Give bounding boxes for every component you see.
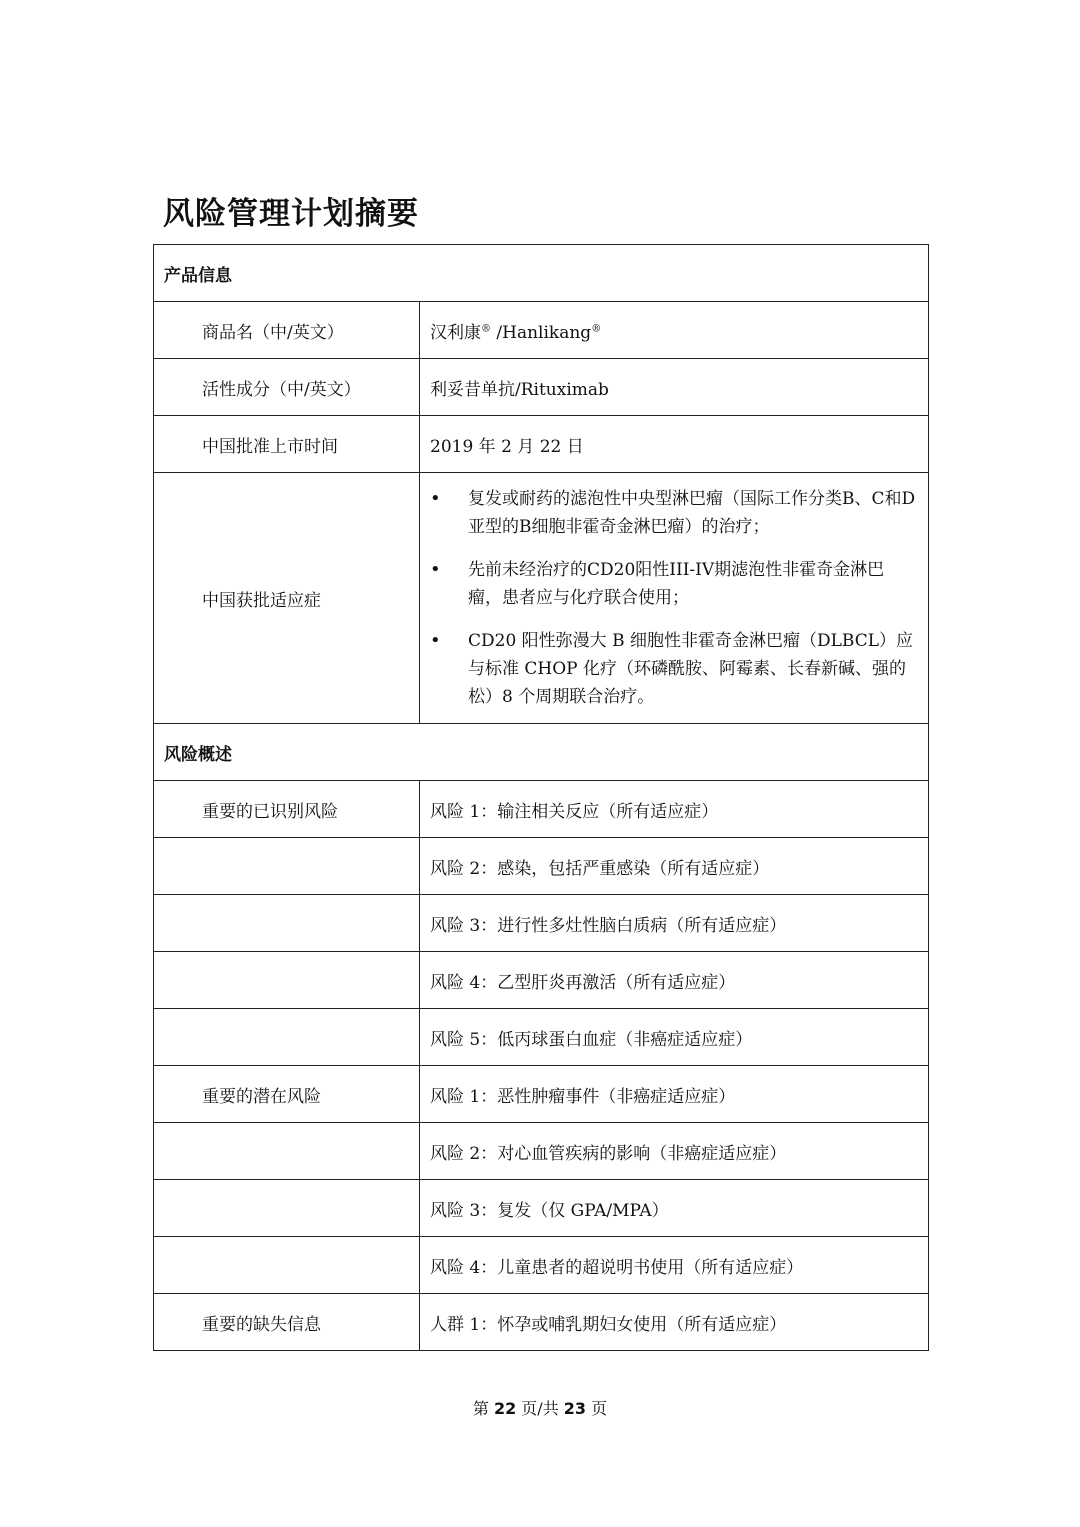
section-heading-product-info: 产品信息 xyxy=(154,245,929,302)
risk-value: 风险 4：儿童患者的超说明书使用（所有适应症） xyxy=(420,1237,929,1294)
table-row xyxy=(154,1009,929,1066)
risk-value: 风险 5：低丙球蛋白血症（非癌症适应症） xyxy=(420,1009,929,1066)
risk-value: 风险 2：感染，包括严重感染（所有适应症） xyxy=(420,838,929,895)
total-page-number: 23 xyxy=(563,1399,587,1418)
empty-label-cell xyxy=(154,1123,420,1180)
page-title: 风险管理计划摘要 xyxy=(163,196,419,232)
list-item: • 先前未经治疗的CD20阳性III-IV期滤泡性非霍奇金淋巴瘤，患者应与化疗联合使用； xyxy=(430,556,918,612)
footer-middle: 页/共 xyxy=(521,1399,559,1418)
table-row xyxy=(154,302,929,359)
missing-info-label: 重要的缺失信息 xyxy=(154,1294,420,1351)
risk-value: 风险 4：乙型肝炎再激活（所有适应症） xyxy=(420,952,929,1009)
empty-label-cell xyxy=(154,1009,420,1066)
active-ingredient-value: 利妥昔单抗/Rituximab xyxy=(420,359,929,416)
approval-date-value: 2019 年 2 月 22 日 xyxy=(420,416,929,473)
risk-value: 风险 1：恶性肿瘤事件（非癌症适应症） xyxy=(420,1066,929,1123)
indications-list xyxy=(430,485,918,711)
empty-label-cell xyxy=(154,1180,420,1237)
active-ingredient-label: 活性成分（中/英文） xyxy=(154,359,420,416)
table-row xyxy=(154,1294,929,1351)
list-item: • 复发或耐药的滤泡性中央型淋巴瘤（国际工作分类B、C和D亚型的B细胞非霍奇金淋巴瘤）的治疗； xyxy=(430,485,918,541)
footer-prefix: 第 xyxy=(472,1399,489,1418)
table-row xyxy=(154,1123,929,1180)
current-page-number: 22 xyxy=(493,1399,517,1418)
empty-label-cell xyxy=(154,1237,420,1294)
table-row xyxy=(154,359,929,416)
approval-date-label: 中国批准上市时间 xyxy=(154,416,420,473)
section-row-product-info xyxy=(154,245,929,302)
risk-value: 风险 3：复发（仅 GPA/MPA） xyxy=(420,1180,929,1237)
risk-value: 人群 1：怀孕或哺乳期妇女使用（所有适应症） xyxy=(420,1294,929,1351)
table-row xyxy=(154,1066,929,1123)
list-item: • CD20 阳性弥漫大 B 细胞性非霍奇金淋巴瘤（DLBCL）应与标准 CHOP 化疗（环磷酰胺、阿霉素、长春新碱、强的松）8 个周期联合治疗。 xyxy=(430,627,918,711)
trade-name-label: 商品名（中/英文） xyxy=(154,302,420,359)
identified-risks-label: 重要的已识别风险 xyxy=(154,781,420,838)
risk-value: 风险 1：输注相关反应（所有适应症） xyxy=(420,781,929,838)
page-footer xyxy=(0,1396,1080,1419)
empty-label-cell xyxy=(154,952,420,1009)
indications-label: 中国获批适应症 xyxy=(154,473,420,724)
section-heading-risk-overview: 风险概述 xyxy=(154,724,929,781)
section-row-risk-overview xyxy=(154,724,929,781)
risk-management-table xyxy=(153,244,929,1351)
empty-label-cell xyxy=(154,895,420,952)
table-row xyxy=(154,895,929,952)
risk-value: 风险 3：进行性多灶性脑白质病（所有适应症） xyxy=(420,895,929,952)
footer-suffix: 页 xyxy=(591,1399,608,1418)
table-row xyxy=(154,781,929,838)
potential-risks-label: 重要的潜在风险 xyxy=(154,1066,420,1123)
trade-name-value: 汉利康® /Hanlikang® xyxy=(420,302,929,359)
table-row xyxy=(154,838,929,895)
risk-value: 风险 2：对心血管疾病的影响（非癌症适应症） xyxy=(420,1123,929,1180)
table-row xyxy=(154,416,929,473)
indications-cell xyxy=(420,473,929,724)
table-row xyxy=(154,473,929,724)
empty-label-cell xyxy=(154,838,420,895)
table-row xyxy=(154,952,929,1009)
table-row xyxy=(154,1237,929,1294)
table-row xyxy=(154,1180,929,1237)
